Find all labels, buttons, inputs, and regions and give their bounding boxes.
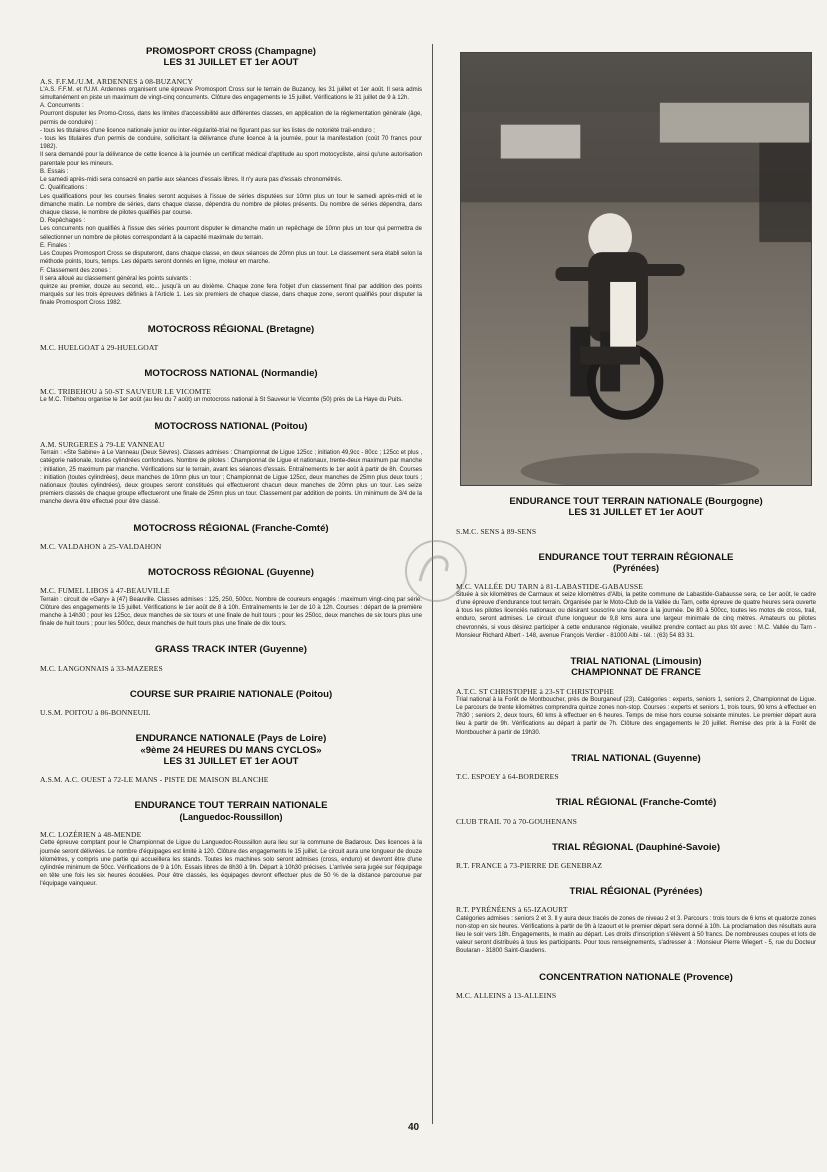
event-text-paragraph: B. Essais : (40, 168, 69, 175)
event-text: Terrain : «Ste Sabine» à Le Vanneau (Deux Sèvres). Classes admises : Championnat de Ligue 125cc ; initiation 49,9cc - 80cc ; 125cc et plus , catégorie nationale, toutes cylindrées confondues. Nombre de pilotes : Championnat de Ligue et nationaux, trente-deux maximum par manche ; initiation, 25 maximum par manche. Vérifications sur le terrain, avant les séances d'essais. Entraînements le 1er août à partir de 8h. Courses : initiation (toutes cylindrées), deux manches de 10mn plus un tour ; Championnat de Ligue 125cc, deux manches de 25mn plus deux tours ; nationaux (toutes cylindrées), deux groupes seront constitués qui effectueront chacun deux manches de 20mn plus un tour. Les seize premiers classés de chaque groupe effectueront une finale de 25mn plus un tour. Classement par addition de points. Un minimum de 3/4 de la manche devra être effectué pour être classé. (40, 450, 422, 506)
heading-title: ENDURANCE TOUT TERRAIN NATIONALE (134, 800, 328, 812)
club-name: M.C. TRIBEHOU à 50-ST SAUVEUR LE VICOMTE (40, 387, 212, 397)
club-name: M.C. ALLEINS à 13-ALLEINS (456, 991, 557, 1000)
club-name: R.T. FRANCE à 73-PIERRE DE GENEBRAZ (456, 861, 603, 871)
event-text-paragraph: quinze au premier, douze au second, etc... jusqu'à un au dixième. Chaque zone fera l'objet d'un classement final par addition des points marqués sur les trois épreuves définies à l'Article 1. Les six premiers de chaque classe, dans chaque zone, seront qualifiés pour disputer la finale Promosport Cross 1982. (40, 283, 422, 307)
heading-title: ENDURANCE TOUT TERRAIN NATIONALE (Bourgogne) (509, 496, 763, 507)
club-name: T.C. ESPOEY à 64-BORDERES (456, 772, 559, 782)
section-heading: TRIAL RÉGIONAL (Franche-Comté) (555, 797, 717, 809)
event-text-paragraph: A. Concurrents : (40, 103, 84, 110)
section-heading: CONCENTRATION NATIONALE (Provence) (539, 971, 733, 983)
section-heading: TRIAL NATIONAL (Guyenne) (571, 752, 701, 764)
event-text-paragraph: Il sera demandé pour la délivrance de cette licence à la journée un certificat médical d'aptitude au sport motocycliste, ainsi qu'une autorisation parentale pour les mineurs. (40, 152, 422, 167)
club-name: A.S. F.F.M./U.M. ARDENNES à 08-BUZANCY (40, 76, 193, 86)
club-name: M.C. VALLÉE DU TARN à 81-LABASTIDE-GABAUSSE (456, 581, 643, 591)
club-name: M.C. LANGONNAIS à 33-MAZERES (40, 663, 163, 673)
event-text: Cette épreuve comptant pour le Championnat de Ligue du Languedoc-Roussillon aura lieu sur la commune de Badaroux. Des licences à la journée seront délivrées. Le nombre d'équipages est limité à 120. Clôture des engagements le 15 juillet. Le circuit aura une longueur de douze kilomètres, y compris une partie qui accueillera les stands. Toutes les machines solo seront admises (cross, enduro) et devront être d'une cylindrée minimum de 50cc. Vérifications de 9 à 10h. Essais libres de 8h30 à 9h. Départ à 10h30 précises. L'arrivée sera jugée sur l'équipage en tête une fois les six heures écoulées. Pour être classés, les équipages devront effectuer plus de 50 % de la distance parcourue par l'équipage vainqueur. (40, 840, 422, 888)
section-heading (456, 496, 816, 519)
section-heading (456, 656, 816, 679)
section-heading: MOTOCROSS RÉGIONAL (Guyenne) (148, 567, 314, 579)
club-name: U.S.M. POITOU à 86-BONNEUIL (40, 708, 151, 718)
motocross-rider-image (461, 53, 811, 485)
event-text-paragraph: F. Classement des zones : (40, 267, 111, 274)
right-column (456, 496, 816, 1000)
heading-subtitle: «9ème 24 HEURES DU MANS CYCLOS» (140, 744, 322, 756)
watermark-stamp-icon (400, 535, 472, 607)
event-text: Trial national à la Forêt de Montboucher, près de Bourganeuf (23). Catégories : experts, seniors 1, seniors 2, Championnat de Ligue. Le parcours de trente kilomètres comprendra quinze zones non-stop. Courses : experts et seniors 1, trois tours, 90 kms à effectuer en 7h30 ; seniors 2, deux tours, 60 kms à effectuer en 6 heures. Temps de mise hors course soixante minutes. Le premier départ aura lieu à partir de 9h. Vérifications au départ à partir de 7h. Clôture des engagements le 20 juillet. Remise des prix à la Forêt de Montboucher à partir de 19h30. (456, 696, 816, 736)
club-name: CLUB TRAIL 70 à 70-GOUHENANS (456, 816, 577, 826)
section-heading (40, 733, 422, 767)
section-heading (40, 800, 422, 822)
club-name: A.M. SURGERES à 79-LE VANNEAU (40, 440, 165, 450)
event-text-paragraph: E. Finales : (40, 242, 71, 249)
club-name: M.C. VALDAHON à 25-VALDAHON (40, 541, 162, 551)
section-heading: MOTOCROSS NATIONAL (Poitou) (154, 420, 308, 432)
club-name: S.M.C. SENS à 89-SENS (456, 526, 537, 536)
section-heading (40, 46, 422, 69)
section-heading: MOTOCROSS RÉGIONAL (Franche-Comté) (133, 522, 329, 534)
heading-subtitle: CHAMPIONNAT DE FRANCE (571, 667, 701, 679)
event-text-paragraph: Les concurrents non qualifiés à l'issue des séries pourront disputer le dimanche matin un repêchage de 10mn plus un tour qui permettra de sélectionner un nombre de pilotes correspondant à la capacité maximale du terrain. (40, 226, 422, 241)
event-text-paragraph: L'A.S. F.F.M. et l'U.M. Ardennes organisent une épreuve Promosport Cross sur le terrain de Buzancy, les 31 juillet et 1er août. Il sera admis simultanément en piste un maximum de vingt-cinq concurrents. Clôture des engagements le 15 juillet. Vérifications le 31 juillet de 9 à 12h. (40, 86, 422, 101)
left-column (40, 46, 422, 889)
event-text: Terrain : circuit de «Gary» à (47) Beauville. Classes admises : 125, 250, 500cc. Nombre de coureurs engagés : maximum vingt-cinq par série. Clôture des engagements le 15 juillet. Vérifications le 1er août de 8 à 10h. Entraînements le 1er de 10 à 12h. Courses : départ de la première manche à 14h30 ; pour les 125cc, deux manches de six tours et une finale de huit tours ; pour les 250cc, deux manches de six tours plus une finale de huit tours ; pour les 500cc, deux manches de huit tours plus une finale de dix tours. (40, 596, 422, 628)
section-heading (456, 552, 816, 574)
event-text-paragraph: Les Coupes Promosport Cross se disputeront, dans chaque classe, en deux séances de 20mn plus un tour. Le classement sera établi selon la méthode points, tours, temps. Les départs seront donnés en ligne, moteur en marche. (40, 251, 422, 266)
event-text: Catégories admises : seniors 2 et 3. Il y aura deux tracés de zones de niveau 2 et 3. Parcours : trois tours de 6 kms et quatorze zones non-stop en six heures. Vérifications à partir de 9h à Izaourt et le premier départ sera donné à 10h. La proclamation des résultats aura lieu le soir vers 18h. Engagements, le matin au départ. Les droits d'inscription s'élèvent à 50 francs. De nombreuses coupes et lots de valeur seront distribués à tous les participants. Pour tous renseignements, s'adresser à : Monsieur Pierre Wiegert - 5, rue du Docteur Boularan - 31800 Saint-Gaudens. (456, 915, 816, 955)
club-name: A.S.M. A.C. OUEST à 72-LE MANS - PISTE DE MAISON BLANCHE (40, 775, 269, 785)
heading-title: ENDURANCE NATIONALE (Pays de Loire) (135, 733, 327, 745)
event-text: Située à six kilomètres de Carmaux et seize kilomètres d'Albi, la petite commune de Labastide-Gabausse sera, ce 1er août, le cadre d'une épreuve d'endurance tout terrain. Organisée par le Moto-Club de la Vallée du Tarn, cette épreuve de quatre heures sera ouverte à tous les pilotes licenciés nationaux ou désirant souscrire une licence à la journée. De 80 à 500cc, toutes les motos de cross, trail, enduro, seront admises. Le circuit d'une longueur de 9,8 kms aura une largeur minimale de cinq mètres. Amateurs ou pilotes chevronnés, si vous désirez participer à cette endurance régionale, veuillez prendre contact au plus tôt avec : M.C. Vallée du Tarn - Monsieur Richard Albert - 148, avenue François Verdier - 81000 Albi - tél. : (63) 54 83 31. (456, 591, 816, 639)
heading-title: TRIAL NATIONAL (Limousin) (570, 656, 702, 668)
event-text: Le M.C. Tribehou organise le 1er août (au lieu du 7 août) un motocross national à St Sauveur le Vicomte (50) près de La Haye du Puits. (40, 397, 403, 404)
heading-subtitle: LES 31 JUILLET ET 1er AOUT (163, 755, 299, 767)
heading-subtitle: (Languedoc-Roussillon) (179, 811, 283, 822)
event-text-paragraph: Il sera alloué au classement général les points suivants : (40, 275, 192, 282)
event-text (40, 86, 422, 308)
section-heading: MOTOCROSS NATIONAL (Normandie) (144, 368, 318, 380)
page-number: 40 (407, 1122, 420, 1133)
section-heading: TRIAL RÉGIONAL (Dauphiné-Savoie) (551, 841, 721, 853)
heading-title: PROMOSPORT CROSS (Champagne) (145, 46, 317, 57)
section-heading: GRASS TRACK INTER (Guyenne) (155, 644, 307, 656)
club-name: A.T.C. ST CHRISTOPHE à 23-ST CHRISTOPHE (456, 686, 615, 696)
heading-subtitle: (Pyrénées) (612, 563, 660, 574)
motocross-photo (460, 52, 812, 486)
event-text-paragraph: C. Qualifications : (40, 185, 88, 192)
section-heading: TRIAL RÉGIONAL (Pyrénées) (569, 886, 703, 898)
event-text-paragraph: - tous les titulaires d'une licence nationale junior ou inter-régularité-trial ne figurant pas sur les listes de notoriété trail-enduro ; (40, 127, 375, 134)
heading-subtitle: LES 31 JUILLET ET 1er AOUT (568, 507, 704, 519)
event-text-paragraph: - tous les titulaires d'un permis de conduire, sollicitant la délivrance d'une licence à la journée, pour la manifestation (coût 70 francs pour 1982). (40, 136, 422, 151)
event-text-paragraph: Les qualifications pour les courses finales seront acquises à l'issue de séries disputées sur 10mn plus un tour le samedi après-midi et le dimanche matin. Le nombre de séries, dans chaque classe, dépendra du nombre de pilotes présents. Du nombre de séries dépendra, dans chaque classe, le nombre de pilotes qualifiés par course. (40, 193, 422, 217)
club-name: M.C. LOZÉRIEN à 48-MENDE (40, 830, 142, 840)
event-text-paragraph: D. Repêchages : (40, 218, 86, 225)
section-heading: MOTOCROSS RÉGIONAL (Bretagne) (147, 323, 315, 335)
event-text-paragraph: Pourront disputer les Promo-Cross, dans les limites d'accessibilité aux différentes classes, en application de la réglementation générale (âge, permis de conduire) : (40, 111, 422, 126)
event-text-paragraph: Le samedi après-midi sera consacré en partie aux séances d'essais libres. Il n'y aura pas d'essais chronométrés. (40, 177, 343, 184)
club-name: M.C. HUELGOAT à 29-HUELGOAT (40, 342, 159, 352)
heading-title: ENDURANCE TOUT TERRAIN RÉGIONALE (538, 551, 734, 563)
section-heading: COURSE SUR PRAIRIE NATIONALE (Poitou) (129, 688, 333, 700)
heading-subtitle: LES 31 JUILLET ET 1er AOUT (163, 57, 299, 69)
club-name: R.T. PYRÉNÉENS à 65-IZAOURT (456, 905, 568, 915)
club-name: M.C. FUMEL LIBOS à 47-BEAUVILLE (40, 586, 170, 596)
